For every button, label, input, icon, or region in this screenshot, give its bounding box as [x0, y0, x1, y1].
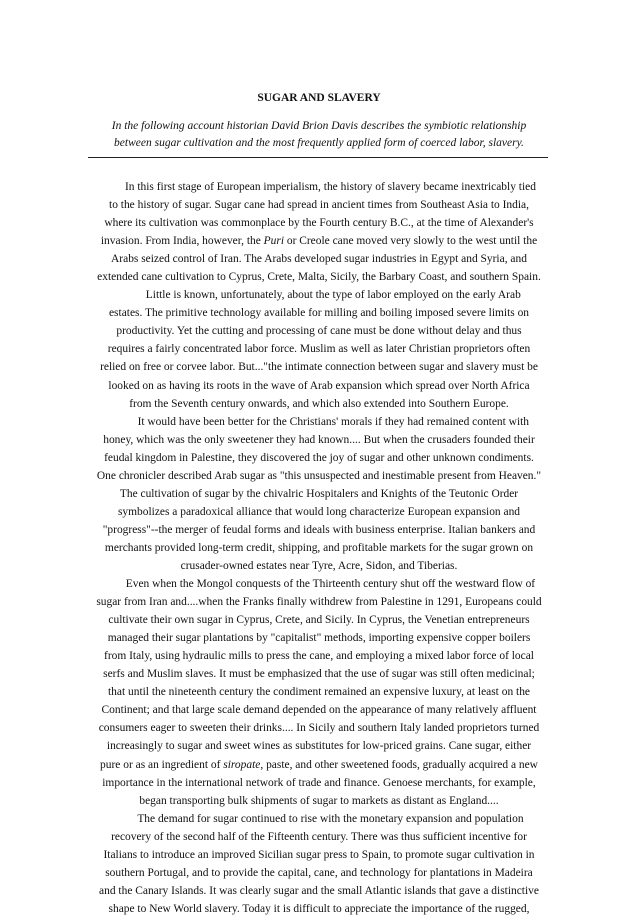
- body-line: pure or as an ingredient of siropate, paste, and other sweetened foods, gradually acquired a new: [100, 758, 538, 771]
- body-line: importance in the international network of trade and finance. Genoese merchants, for example,: [102, 776, 536, 789]
- body-line: southern Portugal, and to provide the capital, cane, and technology for plantations in Madeira: [105, 866, 533, 879]
- body-line: Continent; and that large scale demand depended on the appearance of many relatively affluent: [101, 704, 537, 717]
- body-line: recovery of the second half of the Fifteenth century. There was thus sufficient incentive for: [111, 830, 527, 843]
- body-line: requires a fairly concentrated labor force. Muslim as well as later Christian proprietors often: [107, 343, 531, 356]
- body-line: looked on as having its roots in the wave of Arab expansion which spread over North Africa: [108, 379, 530, 392]
- body-line: consumers eager to sweeten their drinks.... In Sicily and southern Italy landed proprietors turned: [98, 722, 540, 735]
- body-line: crusader-owned estates near Tyre, Acre, Sidon, and Tiberias.: [180, 559, 458, 572]
- body-line: The demand for sugar continued to rise with the monetary expansion and population: [114, 812, 524, 825]
- body-line: The cultivation of sugar by the chivalric Hospitalers and Knights of the Teutonic Order: [119, 487, 519, 500]
- body-line: merchants provided long-term credit, shipping, and profitable markets for the sugar grown on: [104, 541, 534, 554]
- body-line: In this first stage of European imperialism, the history of slavery became inextricably tied: [102, 181, 536, 193]
- body-line: productivity. Yet the cutting and processing of cane must be done without delay and thus: [116, 325, 522, 338]
- body-line: sugar from Iran and....when the Franks finally withdrew from Palestine in 1291, Europeans could: [96, 596, 542, 609]
- body-line: "progress"--the merger of feudal forms and ideals with business enterprise. Italian bankers and: [102, 523, 536, 536]
- body-line: Even when the Mongol conquests of the Thirteenth century shut off the westward flow of: [102, 578, 536, 591]
- body-line: cultivate their own sugar in Cyprus, Crete, and Sicily. In Cyprus, the Venetian entrepreneurs: [108, 614, 530, 627]
- body-line: relied on free or corvee labor. But..."the intimate connection between sugar and slavery must be: [100, 361, 538, 374]
- body-line: invasion. From India, however, the Puri or Creole cane moved very slowly to the west until the: [100, 235, 538, 248]
- body-line: Arabs seized control of Iran. The Arabs developed sugar industries in Egypt and Syria, and: [111, 253, 527, 266]
- body-line: to the history of sugar. Sugar cane had spread in ancient times from Southeast Asia to India,: [109, 199, 529, 212]
- body-line: increasingly to sugar and sweet wines as substitutes for low-priced grains. Cane sugar, either: [106, 740, 532, 753]
- body-line: from Italy, using hydraulic mills to press the cane, and employing a mixed labor force of local: [104, 650, 534, 663]
- body-line: that until the nineteenth century the condiment remained an expensive luxury, at least on the: [108, 686, 530, 699]
- body-line: Little is known, unfortunately, about the type of labor employed on the early Arab: [117, 289, 521, 302]
- body-line: Italians to introduce an improved Sicilian sugar press to Spain, to promote sugar cultivation in: [103, 848, 535, 861]
- body-line: honey, which was the only sweetener they had known.... But when the crusaders founded their: [103, 433, 535, 446]
- body-line: feudal kingdom in Palestine, they discovered the joy of sugar and other unknown condiments.: [104, 451, 534, 464]
- body-line: symbolizes a paradoxical alliance that would long characterize European expansion and: [117, 505, 521, 518]
- body-line: and the Canary Islands. It was clearly sugar and the small Atlantic islands that gave a distinctive: [99, 884, 539, 897]
- body-line: shape to New World slavery. Today it is difficult to appreciate the importance of the rugged,: [108, 902, 530, 915]
- intro-line: between sugar cultivation and the most frequently applied form of coerced labor, slavery.: [114, 137, 524, 149]
- body-line: where its cultivation was commonplace by the Fourth century B.C., at the time of Alexander's: [104, 217, 534, 230]
- intro-line: In the following account historian David Brion Davis describes the symbiotic relationship: [111, 120, 527, 132]
- body-line: serfs and Muslim slaves. It must be emphasized that the use of sugar was still often medicinal;: [103, 668, 535, 681]
- horizontal-divider: [88, 157, 548, 158]
- page-title: SUGAR AND SLAVERY: [257, 92, 381, 104]
- italic-term: siropate: [223, 758, 261, 771]
- italic-term: Puri: [263, 235, 284, 248]
- intro-paragraph: [70, 118, 568, 152]
- body-line: extended cane cultivation to Cyprus, Crete, Malta, Sicily, the Barbary Coast, and southern Spain.: [97, 271, 541, 284]
- body-line: began transporting bulk shipments of sugar to markets as distant as England....: [139, 794, 499, 807]
- body-line: It would have been better for the Christians' morals if they had remained content with: [108, 415, 530, 428]
- body-line: managed their sugar plantations by "capitalist" methods, importing expensive copper boilers: [107, 632, 531, 645]
- body-line: estates. The primitive technology available for milling and boiling imposed severe limits on: [108, 307, 530, 320]
- body-line: One chronicler described Arab sugar as "this unsuspected and inestimable present from Heaven.": [96, 469, 542, 482]
- body-line: from the Seventh century onwards, and which also extended into Southern Europe.: [129, 397, 509, 410]
- body-text: [58, 178, 580, 918]
